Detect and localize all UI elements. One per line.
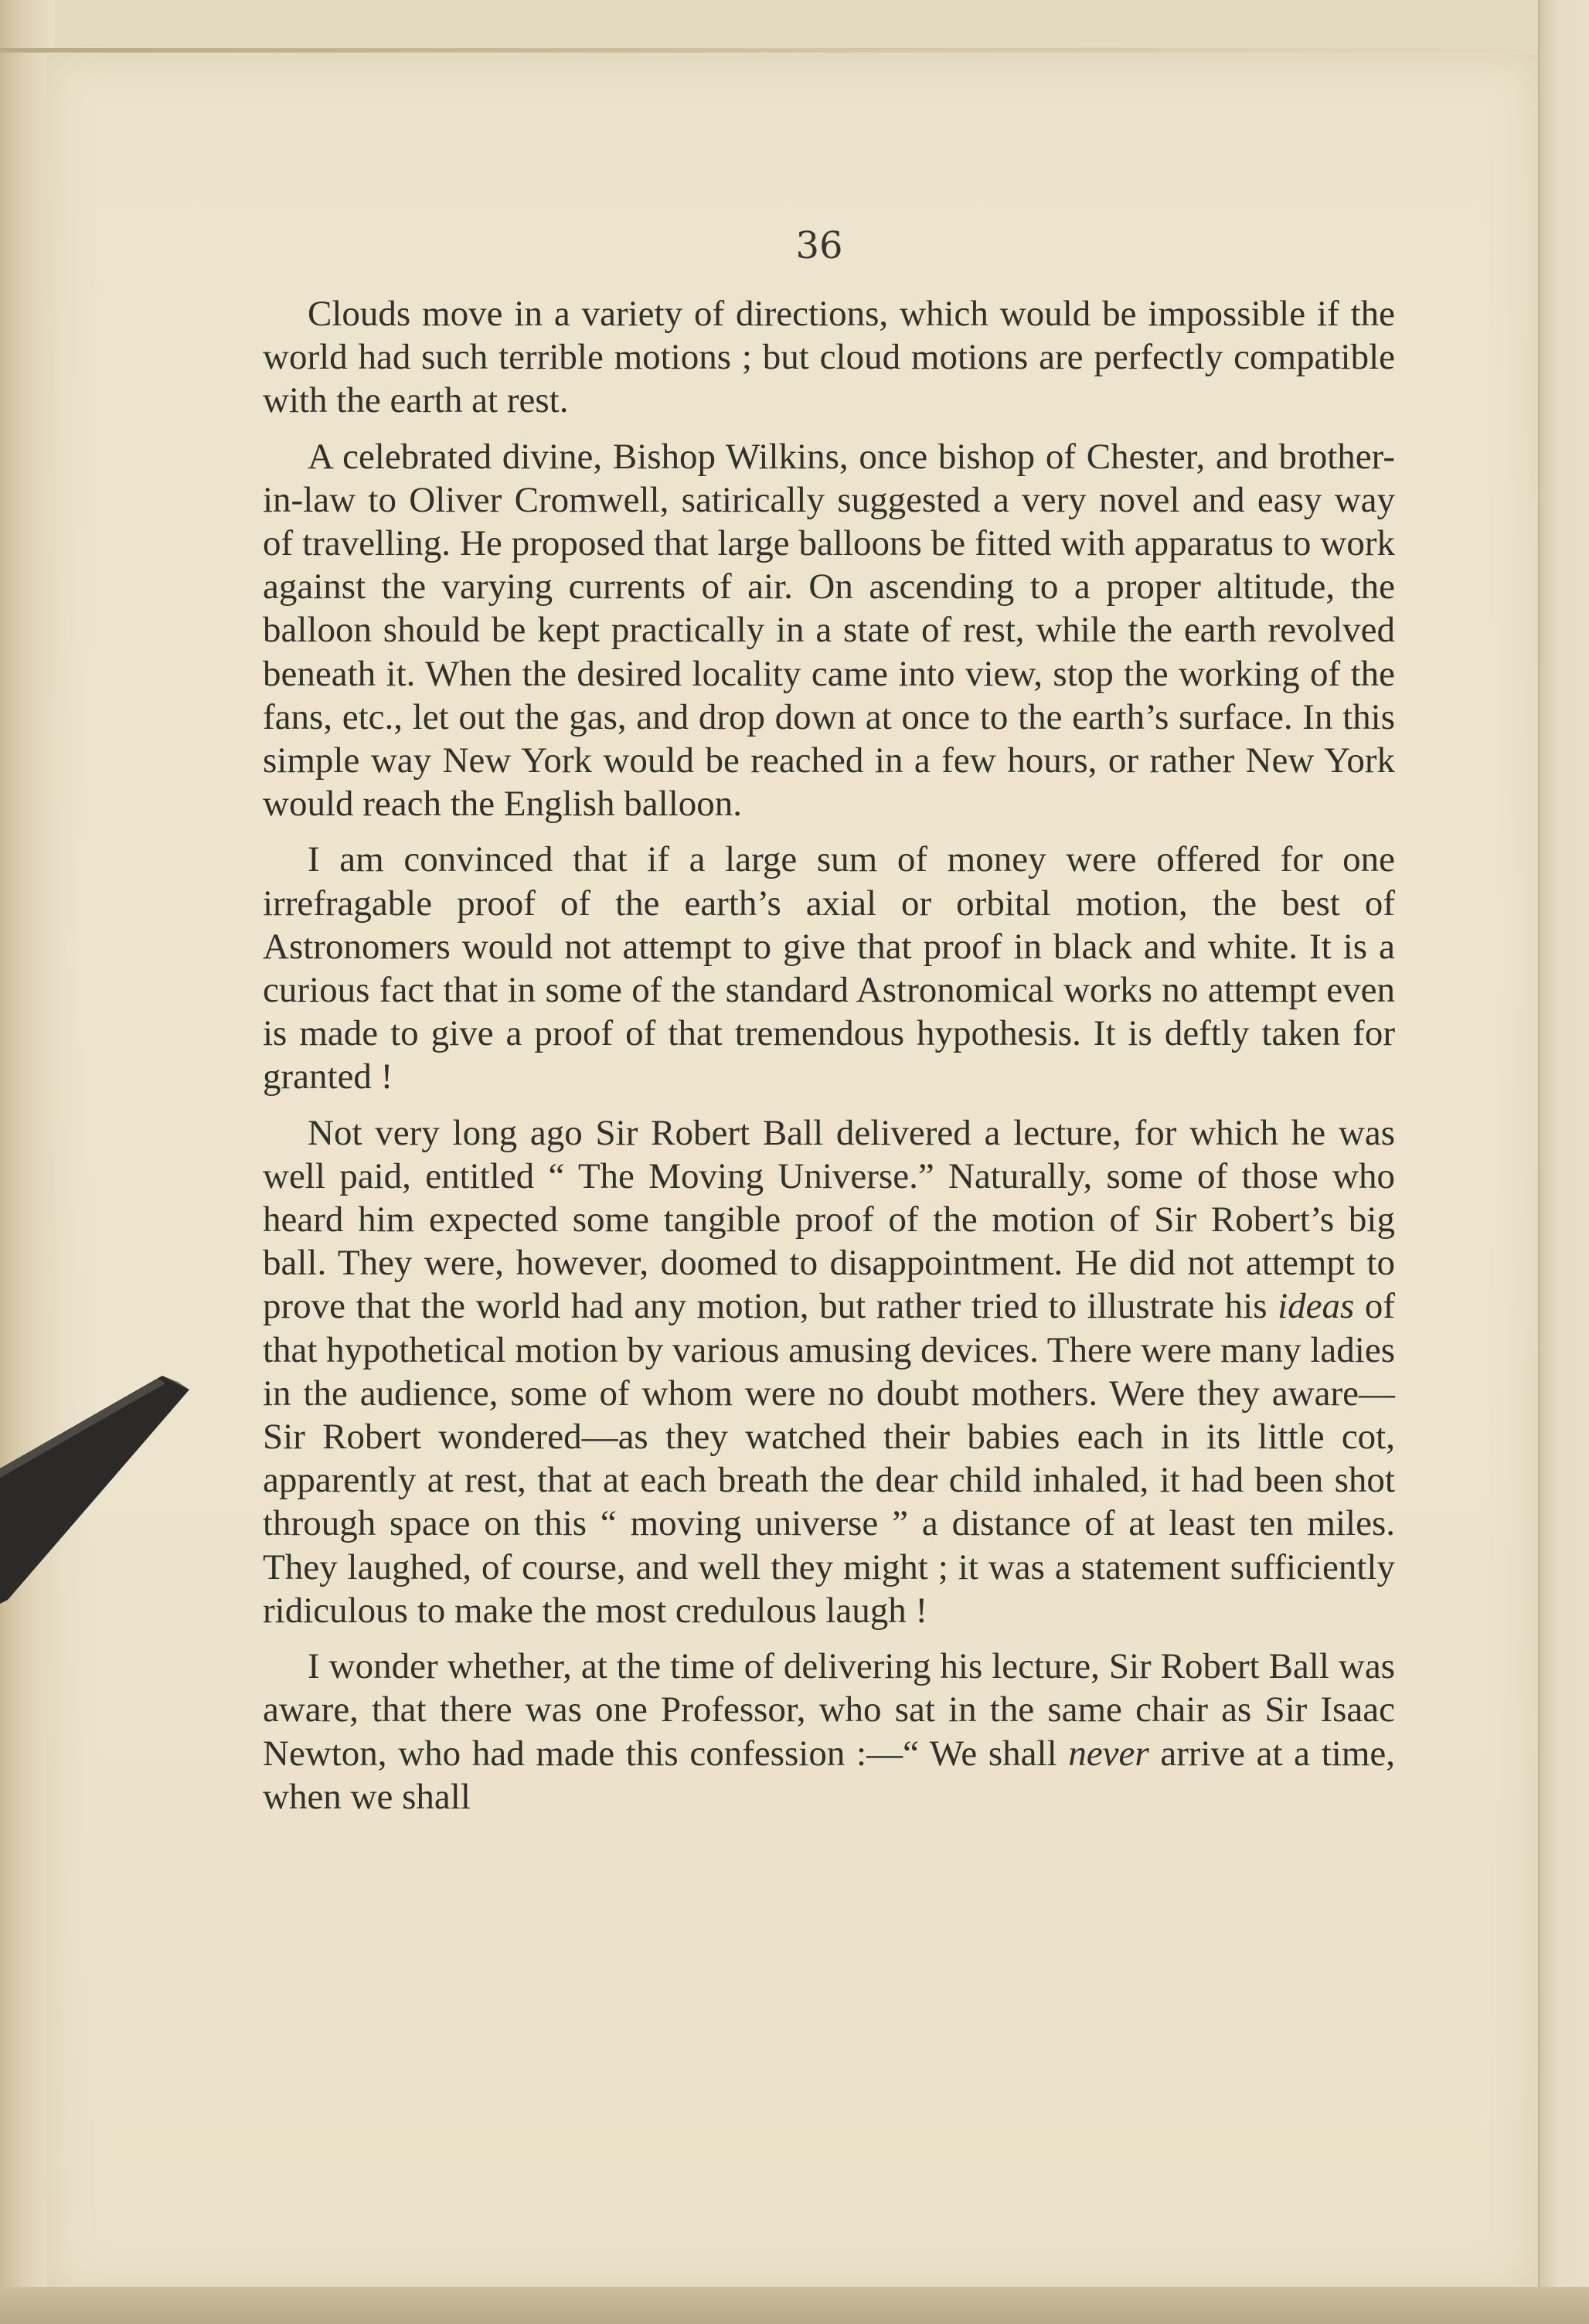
paragraph-text-end: of that hypothetical motion by various amusing devices. There were many ladies in the audience, some of whom were no doubt mothers. Were they aware—Sir Robert wondered—as they watched their babies each in its little cot, apparently at rest, that at each breath the dear child inhaled, it had been shot through space on this “ moving universe ” a distance of at least ten miles. They laughed, of course, and well they might ; it was a statement sufficiently ridiculous to make the most credulous laugh ! <box>263 1286 1395 1631</box>
page-top-edge <box>0 48 1546 53</box>
page-bottom-edge <box>0 2287 1589 2324</box>
paragraph-text-start: Not very long ago Sir Robert Ball delivered a lecture, for which he was well paid, entitled “ The Moving Universe.” Naturally, some of those who heard him expected some tangible proof of the motion of Sir Robert’s big ball. They were, however, doomed to disappointment. He did not attempt to prove that the world had any motion, but rather tried to illustrate his <box>263 1112 1395 1327</box>
body-text <box>263 292 1395 1831</box>
emphasis-ideas: ideas <box>1278 1286 1355 1327</box>
paragraph-text-end: arrive at a time, when we shall <box>263 1733 1395 1817</box>
paragraph-proof: I am convinced that if a large sum of money were offered for one irrefragable proof of the earth’s axial or orbital motion, the best of Astronomers would not attempt to give that proof in black and white. It is a curious fact that in some of the standard Astronomical works no attempt even is made to give a proof of that tremendous hypothesis. It is deftly taken for granted ! <box>263 839 1395 1097</box>
paragraph-robert-ball-lecture <box>263 1111 1395 1632</box>
emphasis-never: never <box>1068 1733 1149 1774</box>
bookmark-ribbon <box>0 1345 232 1654</box>
paragraph-bishop-wilkins: A celebrated divine, Bishop Wilkins, once bishop of Chester, and brother-in-law to Oliver Cromwell, satirically suggested a very novel and easy way of travelling. He proposed that large balloons be fitted with apparatus to work against the varying currents of air. On ascending to a proper altitude, the balloon should be kept practically in a state of rest, while the earth revolved beneath it. When the desired locality came into view, stop the working of the fans, etc., let out the gas, and drop down at once to the earth’s surface. In this simple way New York would be reached in a few hours, or rather New York would reach the English balloon. <box>263 436 1395 825</box>
paragraph-newton-confession <box>263 1645 1395 1819</box>
page-number: 36 <box>795 224 843 267</box>
facing-page-edge <box>1538 0 1589 2324</box>
paragraph-text-start: I wonder whether, at the time of delivering his lecture, Sir Robert Ball was aware, that there was one Professor, who sat in the same chair as Sir Isaac Newton, who had made this confession :—“ We shall <box>263 1646 1395 1774</box>
paragraph-clouds: Clouds move in a variety of directions, which would be impossible if the world had such terrible motions ; but cloud motions are perfectly compatible with the earth at rest. <box>263 294 1395 421</box>
